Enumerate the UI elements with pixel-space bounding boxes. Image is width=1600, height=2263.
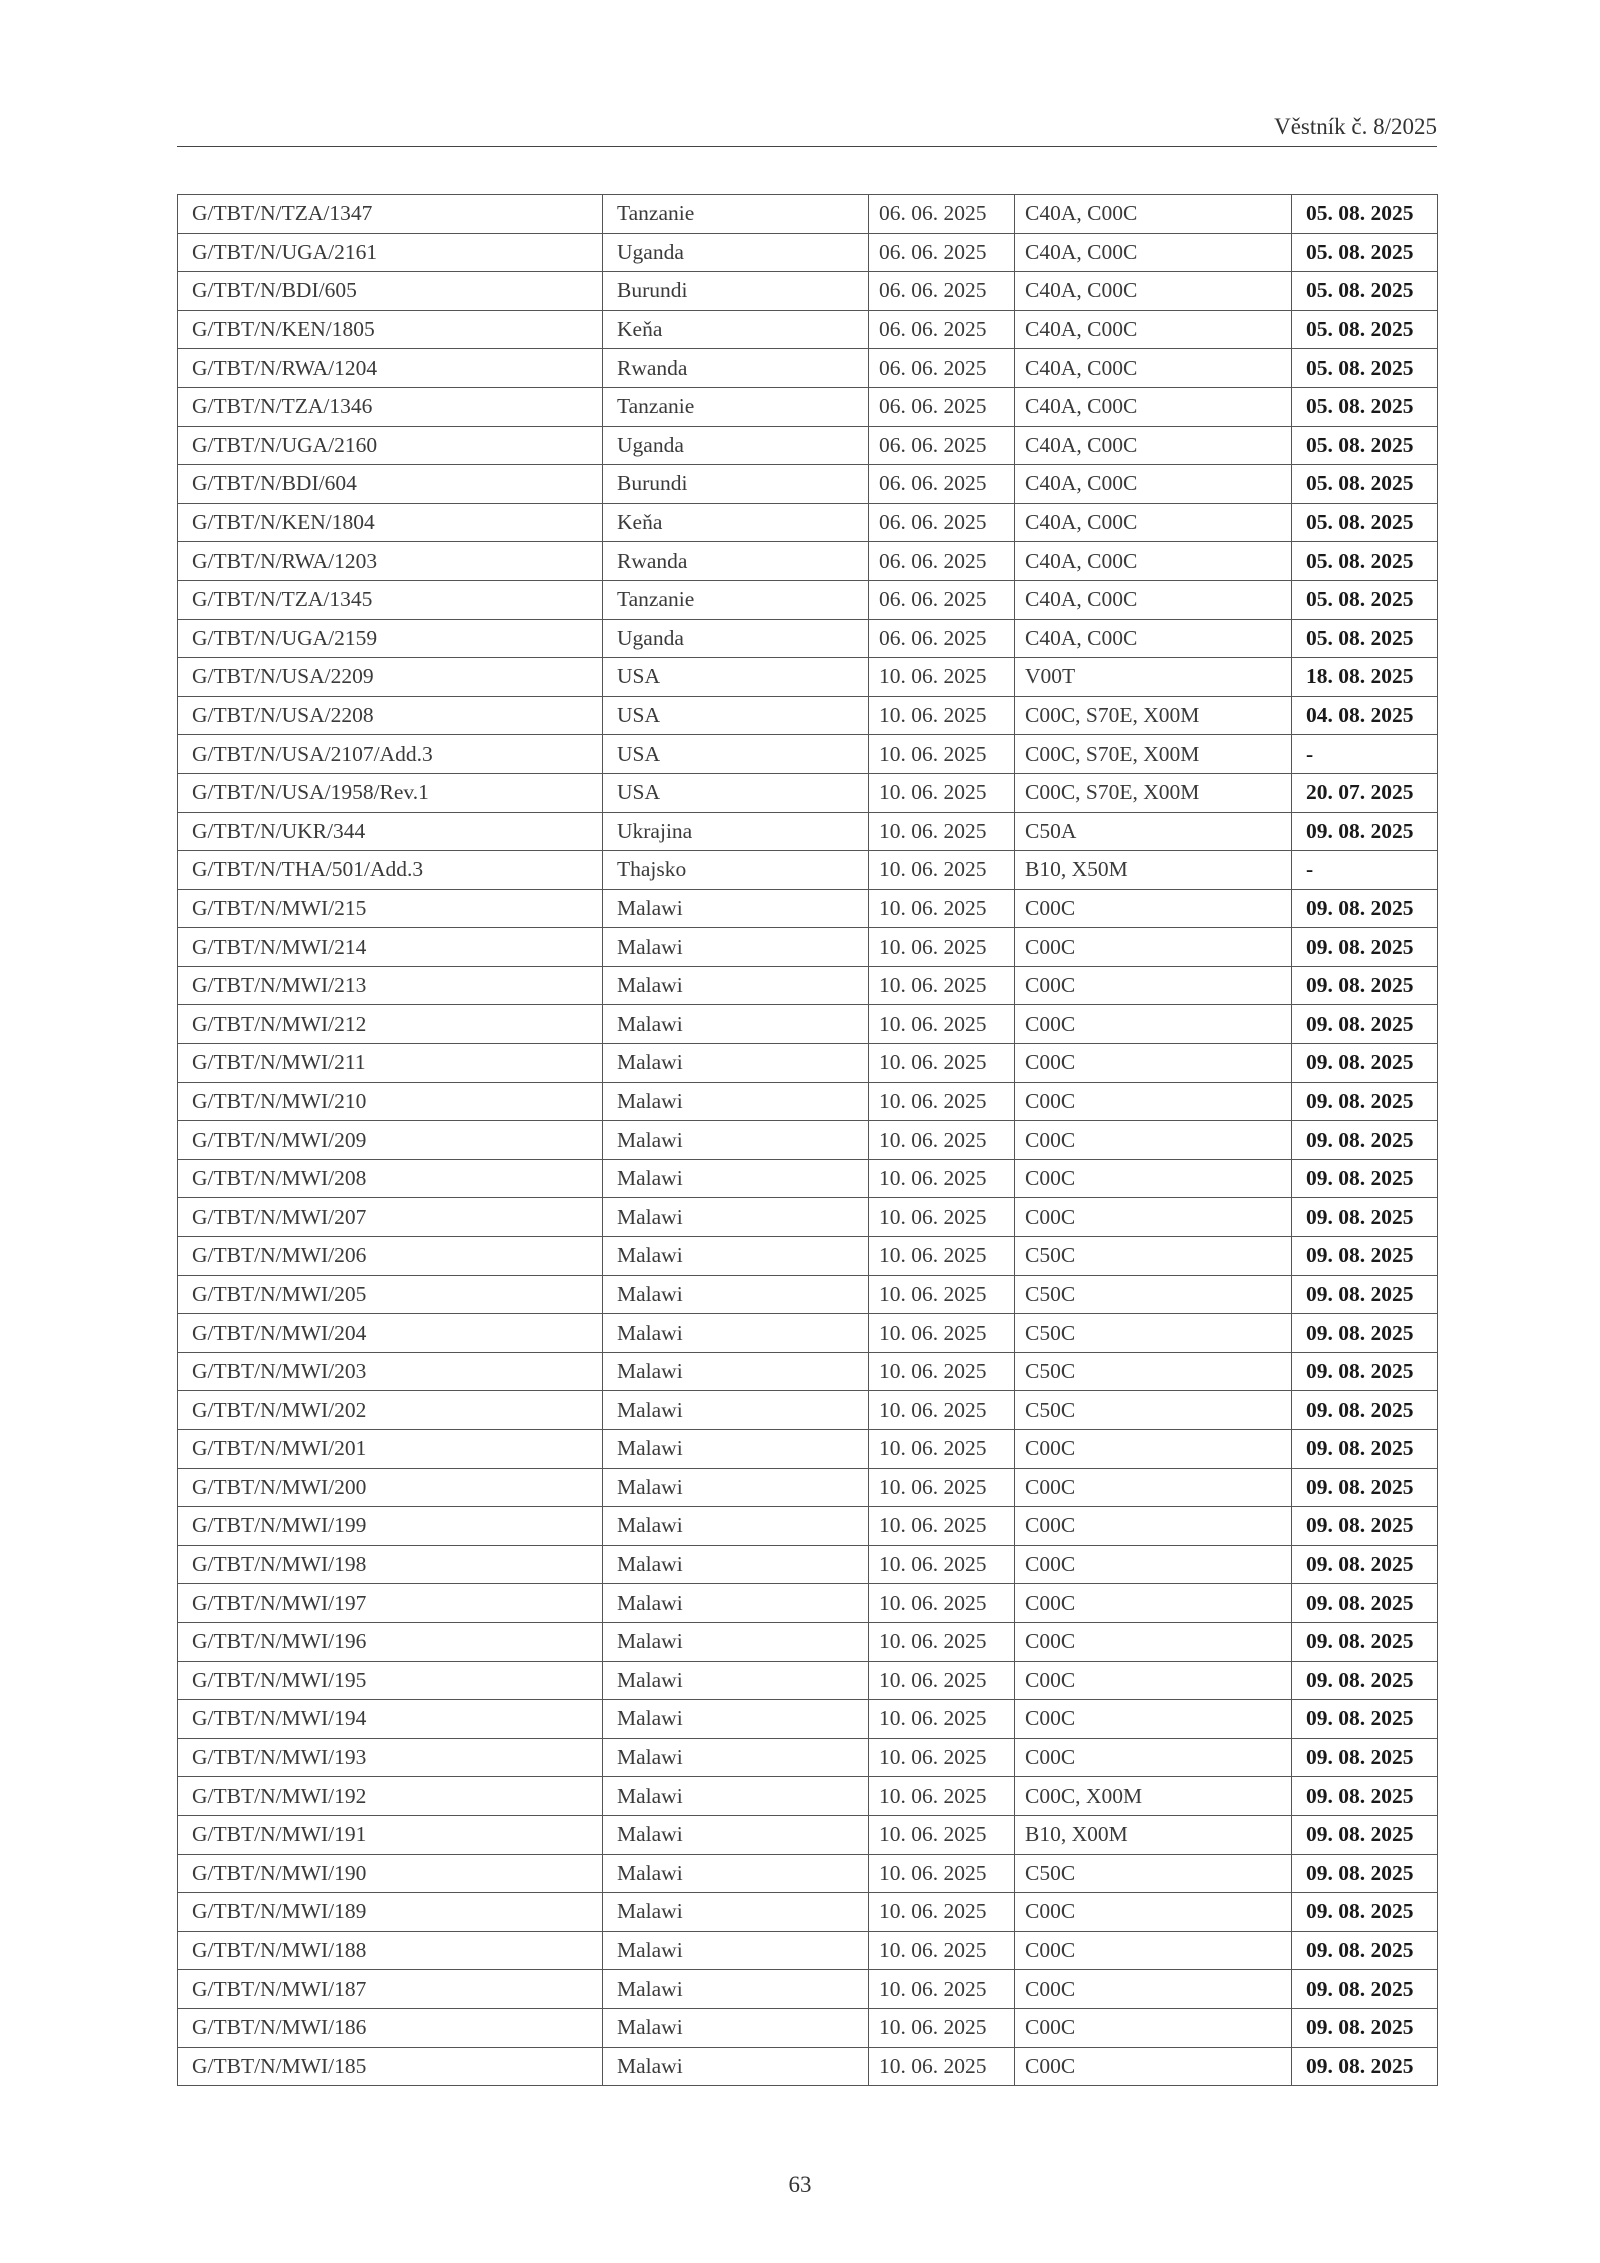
date-cell: 10. 06. 2025 xyxy=(869,2047,1015,2086)
codes-cell: B10, X00M xyxy=(1015,1815,1292,1854)
country-cell: Malawi xyxy=(603,1198,869,1237)
notification-id-cell: G/TBT/N/MWI/215 xyxy=(178,889,603,928)
country-cell: Malawi xyxy=(603,2047,869,2086)
deadline-cell: 09. 08. 2025 xyxy=(1292,1237,1438,1276)
country-cell: Tanzanie xyxy=(603,195,869,234)
country-cell: Malawi xyxy=(603,1314,869,1353)
notification-id-cell: G/TBT/N/TZA/1346 xyxy=(178,387,603,426)
deadline-cell: 09. 08. 2025 xyxy=(1292,1738,1438,1777)
table-row xyxy=(178,1275,1438,1314)
table-row xyxy=(178,233,1438,272)
notification-id-cell: G/TBT/N/RWA/1203 xyxy=(178,542,603,581)
notification-id-cell: G/TBT/N/MWI/202 xyxy=(178,1391,603,1430)
table-row xyxy=(178,1970,1438,2009)
deadline-cell: 09. 08. 2025 xyxy=(1292,1121,1438,1160)
country-cell: USA xyxy=(603,696,869,735)
codes-cell: C00C xyxy=(1015,1545,1292,1584)
date-cell: 10. 06. 2025 xyxy=(869,889,1015,928)
notification-id-cell: G/TBT/N/MWI/209 xyxy=(178,1121,603,1160)
table-row xyxy=(178,1854,1438,1893)
country-cell: Malawi xyxy=(603,1622,869,1661)
country-cell: Rwanda xyxy=(603,349,869,388)
codes-cell: C00C xyxy=(1015,1738,1292,1777)
table-row xyxy=(178,1584,1438,1623)
table-row xyxy=(178,1507,1438,1546)
country-cell: Uganda xyxy=(603,619,869,658)
table-row xyxy=(178,928,1438,967)
deadline-cell: - xyxy=(1292,735,1438,774)
date-cell: 10. 06. 2025 xyxy=(869,1931,1015,1970)
date-cell: 10. 06. 2025 xyxy=(869,928,1015,967)
notification-id-cell: G/TBT/N/MWI/186 xyxy=(178,2008,603,2047)
table-row xyxy=(178,1738,1438,1777)
table-row xyxy=(178,387,1438,426)
notification-id-cell: G/TBT/N/MWI/188 xyxy=(178,1931,603,1970)
notification-id-cell: G/TBT/N/USA/2107/Add.3 xyxy=(178,735,603,774)
notification-id-cell: G/TBT/N/USA/1958/Rev.1 xyxy=(178,773,603,812)
date-cell: 10. 06. 2025 xyxy=(869,773,1015,812)
notification-id-cell: G/TBT/N/UGA/2160 xyxy=(178,426,603,465)
date-cell: 06. 06. 2025 xyxy=(869,465,1015,504)
codes-cell: C00C xyxy=(1015,1970,1292,2009)
table-row xyxy=(178,1622,1438,1661)
notification-id-cell: G/TBT/N/MWI/193 xyxy=(178,1738,603,1777)
country-cell: Malawi xyxy=(603,1661,869,1700)
page-header xyxy=(177,106,1437,147)
deadline-cell: 09. 08. 2025 xyxy=(1292,1970,1438,2009)
country-cell: Malawi xyxy=(603,1970,869,2009)
country-cell: Ukrajina xyxy=(603,812,869,851)
deadline-cell: 05. 08. 2025 xyxy=(1292,195,1438,234)
deadline-cell: 09. 08. 2025 xyxy=(1292,1584,1438,1623)
deadline-cell: 05. 08. 2025 xyxy=(1292,465,1438,504)
date-cell: 10. 06. 2025 xyxy=(869,1159,1015,1198)
notification-id-cell: G/TBT/N/MWI/213 xyxy=(178,966,603,1005)
table-row xyxy=(178,1314,1438,1353)
date-cell: 06. 06. 2025 xyxy=(869,349,1015,388)
codes-cell: C50C xyxy=(1015,1275,1292,1314)
deadline-cell: 09. 08. 2025 xyxy=(1292,2008,1438,2047)
date-cell: 10. 06. 2025 xyxy=(869,1545,1015,1584)
country-cell: Malawi xyxy=(603,2008,869,2047)
notification-id-cell: G/TBT/N/MWI/190 xyxy=(178,1854,603,1893)
deadline-cell: 09. 08. 2025 xyxy=(1292,1005,1438,1044)
deadline-cell: 05. 08. 2025 xyxy=(1292,426,1438,465)
codes-cell: C40A, C00C xyxy=(1015,349,1292,388)
notification-id-cell: G/TBT/N/TZA/1345 xyxy=(178,580,603,619)
notification-id-cell: G/TBT/N/BDI/604 xyxy=(178,465,603,504)
country-cell: Burundi xyxy=(603,272,869,311)
deadline-cell: 09. 08. 2025 xyxy=(1292,1082,1438,1121)
country-cell: Malawi xyxy=(603,1854,869,1893)
deadline-cell: 09. 08. 2025 xyxy=(1292,1507,1438,1546)
notification-id-cell: G/TBT/N/MWI/208 xyxy=(178,1159,603,1198)
country-cell: Malawi xyxy=(603,1237,869,1276)
date-cell: 10. 06. 2025 xyxy=(869,658,1015,697)
table-row xyxy=(178,1082,1438,1121)
deadline-cell: 05. 08. 2025 xyxy=(1292,619,1438,658)
date-cell: 10. 06. 2025 xyxy=(869,1275,1015,1314)
table-row xyxy=(178,812,1438,851)
country-cell: Uganda xyxy=(603,426,869,465)
date-cell: 10. 06. 2025 xyxy=(869,1777,1015,1816)
table-row xyxy=(178,426,1438,465)
codes-cell: C40A, C00C xyxy=(1015,272,1292,311)
table-row xyxy=(178,1352,1438,1391)
deadline-cell: 05. 08. 2025 xyxy=(1292,580,1438,619)
notification-id-cell: G/TBT/N/MWI/197 xyxy=(178,1584,603,1623)
date-cell: 10. 06. 2025 xyxy=(869,1661,1015,1700)
date-cell: 10. 06. 2025 xyxy=(869,851,1015,890)
deadline-cell: 09. 08. 2025 xyxy=(1292,1391,1438,1430)
codes-cell: C00C, X00M xyxy=(1015,1777,1292,1816)
table-row xyxy=(178,1545,1438,1584)
country-cell: Malawi xyxy=(603,1545,869,1584)
date-cell: 10. 06. 2025 xyxy=(869,1700,1015,1739)
codes-cell: C00C xyxy=(1015,1700,1292,1739)
codes-cell: C00C xyxy=(1015,1044,1292,1083)
deadline-cell: 18. 08. 2025 xyxy=(1292,658,1438,697)
deadline-cell: 09. 08. 2025 xyxy=(1292,1700,1438,1739)
table-row xyxy=(178,735,1438,774)
deadline-cell: 09. 08. 2025 xyxy=(1292,1468,1438,1507)
table-row xyxy=(178,1159,1438,1198)
codes-cell: C50C xyxy=(1015,1391,1292,1430)
codes-cell: C40A, C00C xyxy=(1015,465,1292,504)
notification-id-cell: G/TBT/N/RWA/1204 xyxy=(178,349,603,388)
deadline-cell: 09. 08. 2025 xyxy=(1292,812,1438,851)
deadline-cell: 04. 08. 2025 xyxy=(1292,696,1438,735)
country-cell: Malawi xyxy=(603,1468,869,1507)
notification-id-cell: G/TBT/N/MWI/194 xyxy=(178,1700,603,1739)
table-row xyxy=(178,1661,1438,1700)
table-row xyxy=(178,1044,1438,1083)
table-row xyxy=(178,580,1438,619)
date-cell: 10. 06. 2025 xyxy=(869,1352,1015,1391)
codes-cell: C00C xyxy=(1015,1159,1292,1198)
notification-id-cell: G/TBT/N/MWI/212 xyxy=(178,1005,603,1044)
codes-cell: C00C xyxy=(1015,1661,1292,1700)
codes-cell: C00C xyxy=(1015,1931,1292,1970)
date-cell: 10. 06. 2025 xyxy=(869,1815,1015,1854)
deadline-cell: 09. 08. 2025 xyxy=(1292,1661,1438,1700)
table-row xyxy=(178,658,1438,697)
date-cell: 10. 06. 2025 xyxy=(869,1237,1015,1276)
date-cell: 06. 06. 2025 xyxy=(869,233,1015,272)
notification-id-cell: G/TBT/N/MWI/187 xyxy=(178,1970,603,2009)
notification-id-cell: G/TBT/N/MWI/201 xyxy=(178,1430,603,1469)
table-row xyxy=(178,889,1438,928)
deadline-cell: 09. 08. 2025 xyxy=(1292,1314,1438,1353)
codes-cell: V00T xyxy=(1015,658,1292,697)
notification-id-cell: G/TBT/N/KEN/1805 xyxy=(178,310,603,349)
country-cell: Rwanda xyxy=(603,542,869,581)
notification-id-cell: G/TBT/N/UKR/344 xyxy=(178,812,603,851)
table-row xyxy=(178,1237,1438,1276)
country-cell: Malawi xyxy=(603,889,869,928)
country-cell: Malawi xyxy=(603,1005,869,1044)
table-row xyxy=(178,1468,1438,1507)
date-cell: 10. 06. 2025 xyxy=(869,1121,1015,1160)
notification-id-cell: G/TBT/N/MWI/200 xyxy=(178,1468,603,1507)
date-cell: 10. 06. 2025 xyxy=(869,1391,1015,1430)
date-cell: 06. 06. 2025 xyxy=(869,195,1015,234)
notification-id-cell: G/TBT/N/MWI/210 xyxy=(178,1082,603,1121)
date-cell: 06. 06. 2025 xyxy=(869,580,1015,619)
deadline-cell: 09. 08. 2025 xyxy=(1292,1777,1438,1816)
deadline-cell: 09. 08. 2025 xyxy=(1292,1545,1438,1584)
notification-id-cell: G/TBT/N/MWI/189 xyxy=(178,1893,603,1932)
notification-id-cell: G/TBT/N/MWI/214 xyxy=(178,928,603,967)
country-cell: Malawi xyxy=(603,966,869,1005)
table-row xyxy=(178,195,1438,234)
notification-id-cell: G/TBT/N/MWI/198 xyxy=(178,1545,603,1584)
codes-cell: C40A, C00C xyxy=(1015,580,1292,619)
date-cell: 06. 06. 2025 xyxy=(869,503,1015,542)
deadline-cell: - xyxy=(1292,851,1438,890)
notifications-table-body xyxy=(178,195,1438,2086)
deadline-cell: 09. 08. 2025 xyxy=(1292,1159,1438,1198)
table-row xyxy=(178,1777,1438,1816)
date-cell: 10. 06. 2025 xyxy=(869,1044,1015,1083)
country-cell: Malawi xyxy=(603,1738,869,1777)
deadline-cell: 05. 08. 2025 xyxy=(1292,233,1438,272)
country-cell: Malawi xyxy=(603,1391,869,1430)
table-row xyxy=(178,1893,1438,1932)
deadline-cell: 09. 08. 2025 xyxy=(1292,1893,1438,1932)
codes-cell: C00C xyxy=(1015,1893,1292,1932)
codes-cell: C00C xyxy=(1015,1198,1292,1237)
date-cell: 10. 06. 2025 xyxy=(869,966,1015,1005)
country-cell: Malawi xyxy=(603,1275,869,1314)
codes-cell: C50C xyxy=(1015,1854,1292,1893)
table-row xyxy=(178,349,1438,388)
codes-cell: C40A, C00C xyxy=(1015,233,1292,272)
table-row xyxy=(178,2008,1438,2047)
date-cell: 10. 06. 2025 xyxy=(869,1314,1015,1353)
deadline-cell: 05. 08. 2025 xyxy=(1292,387,1438,426)
notification-id-cell: G/TBT/N/MWI/203 xyxy=(178,1352,603,1391)
notification-id-cell: G/TBT/N/USA/2209 xyxy=(178,658,603,697)
country-cell: USA xyxy=(603,658,869,697)
codes-cell: C00C xyxy=(1015,2047,1292,2086)
country-cell: Malawi xyxy=(603,1893,869,1932)
table-row xyxy=(178,310,1438,349)
codes-cell: C00C, S70E, X00M xyxy=(1015,735,1292,774)
codes-cell: C40A, C00C xyxy=(1015,426,1292,465)
codes-cell: C00C xyxy=(1015,1082,1292,1121)
notification-id-cell: G/TBT/N/TZA/1347 xyxy=(178,195,603,234)
notification-id-cell: G/TBT/N/UGA/2159 xyxy=(178,619,603,658)
notification-id-cell: G/TBT/N/MWI/192 xyxy=(178,1777,603,1816)
table-row xyxy=(178,1430,1438,1469)
codes-cell: C00C, S70E, X00M xyxy=(1015,696,1292,735)
notification-id-cell: G/TBT/N/MWI/195 xyxy=(178,1661,603,1700)
table-row xyxy=(178,1815,1438,1854)
codes-cell: C00C xyxy=(1015,1584,1292,1623)
date-cell: 10. 06. 2025 xyxy=(869,1082,1015,1121)
notification-id-cell: G/TBT/N/KEN/1804 xyxy=(178,503,603,542)
table-row xyxy=(178,272,1438,311)
codes-cell: C40A, C00C xyxy=(1015,195,1292,234)
date-cell: 10. 06. 2025 xyxy=(869,1584,1015,1623)
date-cell: 10. 06. 2025 xyxy=(869,1970,1015,2009)
deadline-cell: 09. 08. 2025 xyxy=(1292,1352,1438,1391)
table-row xyxy=(178,1700,1438,1739)
deadline-cell: 09. 08. 2025 xyxy=(1292,1854,1438,1893)
date-cell: 10. 06. 2025 xyxy=(869,1854,1015,1893)
date-cell: 06. 06. 2025 xyxy=(869,542,1015,581)
date-cell: 06. 06. 2025 xyxy=(869,387,1015,426)
deadline-cell: 20. 07. 2025 xyxy=(1292,773,1438,812)
deadline-cell: 09. 08. 2025 xyxy=(1292,1044,1438,1083)
notification-id-cell: G/TBT/N/USA/2208 xyxy=(178,696,603,735)
deadline-cell: 09. 08. 2025 xyxy=(1292,1622,1438,1661)
codes-cell: C50C xyxy=(1015,1314,1292,1353)
codes-cell: C00C xyxy=(1015,1430,1292,1469)
bulletin-title: Věstník č. 8/2025 xyxy=(1274,114,1437,139)
date-cell: 10. 06. 2025 xyxy=(869,1738,1015,1777)
date-cell: 10. 06. 2025 xyxy=(869,812,1015,851)
table-row xyxy=(178,696,1438,735)
notification-id-cell: G/TBT/N/BDI/605 xyxy=(178,272,603,311)
date-cell: 10. 06. 2025 xyxy=(869,2008,1015,2047)
country-cell: Malawi xyxy=(603,1584,869,1623)
deadline-cell: 05. 08. 2025 xyxy=(1292,272,1438,311)
codes-cell: C00C xyxy=(1015,1121,1292,1160)
codes-cell: B10, X50M xyxy=(1015,851,1292,890)
date-cell: 10. 06. 2025 xyxy=(869,696,1015,735)
codes-cell: C50A xyxy=(1015,812,1292,851)
deadline-cell: 05. 08. 2025 xyxy=(1292,310,1438,349)
codes-cell: C40A, C00C xyxy=(1015,542,1292,581)
country-cell: Keňa xyxy=(603,310,869,349)
date-cell: 10. 06. 2025 xyxy=(869,1198,1015,1237)
table-row xyxy=(178,542,1438,581)
notification-id-cell: G/TBT/N/UGA/2161 xyxy=(178,233,603,272)
deadline-cell: 09. 08. 2025 xyxy=(1292,1198,1438,1237)
deadline-cell: 09. 08. 2025 xyxy=(1292,1430,1438,1469)
notification-id-cell: G/TBT/N/MWI/207 xyxy=(178,1198,603,1237)
deadline-cell: 09. 08. 2025 xyxy=(1292,966,1438,1005)
codes-cell: C40A, C00C xyxy=(1015,387,1292,426)
date-cell: 10. 06. 2025 xyxy=(869,1468,1015,1507)
notification-id-cell: G/TBT/N/THA/501/Add.3 xyxy=(178,851,603,890)
country-cell: Burundi xyxy=(603,465,869,504)
page-number: 63 xyxy=(788,2172,812,2197)
country-cell: USA xyxy=(603,735,869,774)
table-row xyxy=(178,1121,1438,1160)
codes-cell: C00C xyxy=(1015,1507,1292,1546)
country-cell: Malawi xyxy=(603,1507,869,1546)
table-row xyxy=(178,1391,1438,1430)
codes-cell: C40A, C00C xyxy=(1015,503,1292,542)
deadline-cell: 09. 08. 2025 xyxy=(1292,928,1438,967)
table-row xyxy=(178,1931,1438,1970)
codes-cell: C50C xyxy=(1015,1237,1292,1276)
country-cell: Malawi xyxy=(603,1082,869,1121)
codes-cell: C00C xyxy=(1015,1468,1292,1507)
country-cell: Keňa xyxy=(603,503,869,542)
notification-id-cell: G/TBT/N/MWI/191 xyxy=(178,1815,603,1854)
table-row xyxy=(178,465,1438,504)
country-cell: Malawi xyxy=(603,1700,869,1739)
codes-cell: C00C xyxy=(1015,1005,1292,1044)
country-cell: Malawi xyxy=(603,928,869,967)
table-row xyxy=(178,773,1438,812)
notification-id-cell: G/TBT/N/MWI/206 xyxy=(178,1237,603,1276)
codes-cell: C50C xyxy=(1015,1352,1292,1391)
table-row xyxy=(178,1198,1438,1237)
date-cell: 10. 06. 2025 xyxy=(869,1622,1015,1661)
notification-id-cell: G/TBT/N/MWI/205 xyxy=(178,1275,603,1314)
deadline-cell: 09. 08. 2025 xyxy=(1292,2047,1438,2086)
notification-id-cell: G/TBT/N/MWI/199 xyxy=(178,1507,603,1546)
table-row xyxy=(178,619,1438,658)
notification-id-cell: G/TBT/N/MWI/204 xyxy=(178,1314,603,1353)
country-cell: Malawi xyxy=(603,1815,869,1854)
notifications-table xyxy=(177,194,1438,2086)
country-cell: Tanzanie xyxy=(603,387,869,426)
codes-cell: C00C xyxy=(1015,966,1292,1005)
table-row xyxy=(178,2047,1438,2086)
date-cell: 10. 06. 2025 xyxy=(869,1507,1015,1546)
notification-id-cell: G/TBT/N/MWI/185 xyxy=(178,2047,603,2086)
deadline-cell: 05. 08. 2025 xyxy=(1292,542,1438,581)
table-row xyxy=(178,966,1438,1005)
country-cell: Thajsko xyxy=(603,851,869,890)
codes-cell: C40A, C00C xyxy=(1015,310,1292,349)
codes-cell: C00C xyxy=(1015,889,1292,928)
deadline-cell: 09. 08. 2025 xyxy=(1292,1931,1438,1970)
country-cell: Malawi xyxy=(603,1044,869,1083)
codes-cell: C40A, C00C xyxy=(1015,619,1292,658)
date-cell: 06. 06. 2025 xyxy=(869,272,1015,311)
date-cell: 10. 06. 2025 xyxy=(869,1893,1015,1932)
deadline-cell: 09. 08. 2025 xyxy=(1292,1815,1438,1854)
table-row xyxy=(178,851,1438,890)
date-cell: 10. 06. 2025 xyxy=(869,1430,1015,1469)
date-cell: 10. 06. 2025 xyxy=(869,735,1015,774)
date-cell: 10. 06. 2025 xyxy=(869,1005,1015,1044)
codes-cell: C00C xyxy=(1015,928,1292,967)
notification-id-cell: G/TBT/N/MWI/196 xyxy=(178,1622,603,1661)
deadline-cell: 05. 08. 2025 xyxy=(1292,503,1438,542)
date-cell: 06. 06. 2025 xyxy=(869,426,1015,465)
codes-cell: C00C xyxy=(1015,1622,1292,1661)
codes-cell: C00C, S70E, X00M xyxy=(1015,773,1292,812)
country-cell: Malawi xyxy=(603,1777,869,1816)
deadline-cell: 09. 08. 2025 xyxy=(1292,1275,1438,1314)
deadline-cell: 09. 08. 2025 xyxy=(1292,889,1438,928)
country-cell: Tanzanie xyxy=(603,580,869,619)
country-cell: Malawi xyxy=(603,1159,869,1198)
table-row xyxy=(178,1005,1438,1044)
country-cell: Malawi xyxy=(603,1352,869,1391)
country-cell: Malawi xyxy=(603,1121,869,1160)
notification-id-cell: G/TBT/N/MWI/211 xyxy=(178,1044,603,1083)
country-cell: Uganda xyxy=(603,233,869,272)
country-cell: Malawi xyxy=(603,1931,869,1970)
codes-cell: C00C xyxy=(1015,2008,1292,2047)
date-cell: 06. 06. 2025 xyxy=(869,619,1015,658)
date-cell: 06. 06. 2025 xyxy=(869,310,1015,349)
country-cell: USA xyxy=(603,773,869,812)
table-row xyxy=(178,503,1438,542)
country-cell: Malawi xyxy=(603,1430,869,1469)
deadline-cell: 05. 08. 2025 xyxy=(1292,349,1438,388)
